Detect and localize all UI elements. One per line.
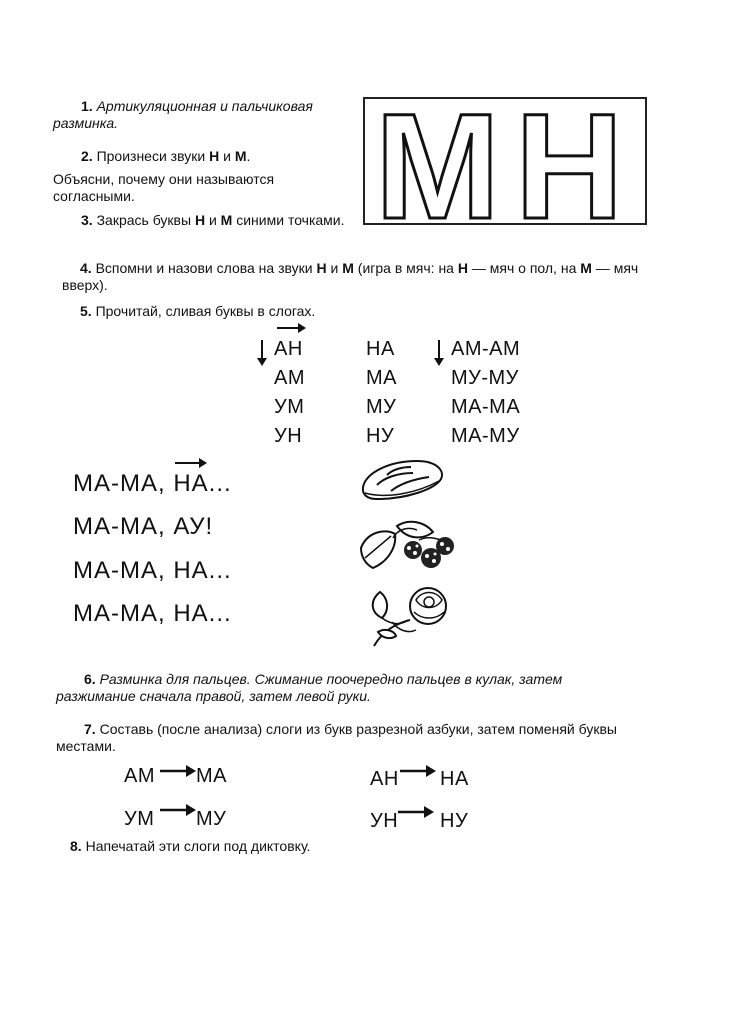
task-2-explain: Объясни, почему они называются согласными.: [53, 171, 275, 204]
syllable: МА: [366, 367, 397, 389]
right-arrow-icon: [173, 455, 209, 471]
task-4: [62, 260, 672, 294]
task-4-mid: (игра в мяч: на: [353, 260, 458, 276]
task-4-post: — мяч вверх).: [62, 260, 639, 293]
syllable-column-3: [451, 338, 520, 454]
swap-to: МА: [196, 765, 227, 787]
swap-from: УН: [370, 810, 399, 832]
swap-from: АМ: [124, 765, 155, 787]
syllable: УМ: [274, 396, 305, 418]
syllable: МУ-МУ: [451, 367, 519, 389]
big-letter-m: М: [375, 82, 500, 250]
swap-from: УМ: [124, 808, 155, 830]
task-1: [53, 98, 353, 132]
letter-m: М: [342, 260, 354, 276]
phrase-3: МА-МА, НА...: [73, 557, 232, 584]
swap-from: АН: [370, 768, 399, 790]
flower-icon: [360, 582, 460, 652]
task-4-number: 4.: [80, 260, 92, 276]
blackberry-icon: [357, 518, 457, 578]
right-arrow-icon: [398, 763, 438, 779]
task-2-post: .: [246, 148, 251, 164]
syllable: МА-МА: [451, 396, 521, 418]
task-7-text: Составь (после анализа) слоги из букв разрезной азбуки, затем поменяй буквы местами.: [56, 721, 617, 754]
task-7-number: 7.: [84, 721, 96, 737]
big-letter-n: Н: [515, 82, 624, 250]
task-7: [56, 721, 626, 755]
task-3-number: 3.: [81, 212, 93, 228]
letter-m: М: [220, 212, 233, 228]
task-8-number: 8.: [70, 838, 82, 854]
syllable: МУ: [366, 396, 397, 418]
swap-to: НУ: [440, 810, 469, 832]
task-2-text: Произнеси звуки: [96, 148, 210, 164]
swap-to: МУ: [196, 808, 227, 830]
right-arrow-icon: [396, 804, 436, 820]
letter-m: М: [580, 260, 592, 276]
task-4-mid2: — мяч о пол, на: [467, 260, 581, 276]
phrase-4: МА-МА, НА...: [73, 600, 232, 627]
syllable-column-1: [274, 338, 305, 454]
syllable-column-2: [366, 338, 397, 454]
syllable: АМ-АМ: [451, 338, 521, 360]
right-arrow-icon: [158, 802, 198, 818]
task-2: [53, 148, 353, 165]
phrase-1: МА-МА, НА...: [73, 470, 232, 497]
letter-m: М: [234, 148, 247, 164]
task-6: [56, 671, 601, 705]
big-letters-box: [363, 82, 653, 250]
syllable: НА: [366, 338, 395, 360]
syllable: АН: [274, 338, 303, 360]
task-1-text: Артикуляционная и пальчиковая разминка.: [53, 98, 313, 131]
big-letters-outline: [363, 82, 653, 250]
task-6-text: Разминка для пальцев. Сжимание поочередно пальцев в кулак, затем разжимание сначала правой, затем левой руки.: [56, 671, 563, 704]
task-2-number: 2.: [81, 148, 93, 164]
letter-n: Н: [316, 260, 327, 276]
syllable: УН: [274, 425, 303, 447]
task-8-text: Напечатай эти слоги под диктовку.: [85, 838, 311, 854]
syllable: МА-МУ: [451, 425, 520, 447]
task-3-and: и: [205, 212, 221, 228]
syllable: НУ: [366, 425, 395, 447]
letter-n: Н: [209, 148, 220, 164]
task-8: [56, 838, 556, 855]
right-arrow-icon: [158, 763, 198, 779]
task-1-number: 1.: [81, 98, 93, 114]
swap-to: НА: [440, 768, 469, 790]
letter-n: Н: [457, 260, 468, 276]
task-5-number: 5.: [80, 303, 92, 319]
down-arrow-icon: [430, 336, 450, 368]
letter-n: Н: [194, 212, 206, 228]
task-4-and: и: [326, 260, 343, 276]
task-2-and: и: [219, 148, 235, 164]
task-3: [53, 212, 351, 229]
task-5-text: Прочитай, сливая буквы в слогах.: [95, 303, 316, 319]
task-3-text: Закрась буквы: [96, 212, 195, 228]
task-3-post: синими точками.: [232, 212, 345, 228]
task-6-number: 6.: [84, 671, 96, 687]
syllable: АМ: [274, 367, 305, 389]
bread-icon: [357, 455, 447, 505]
task-4-text: Вспомни и назови слова на звуки: [95, 260, 317, 276]
phrase-2: МА-МА, АУ!: [73, 513, 214, 540]
